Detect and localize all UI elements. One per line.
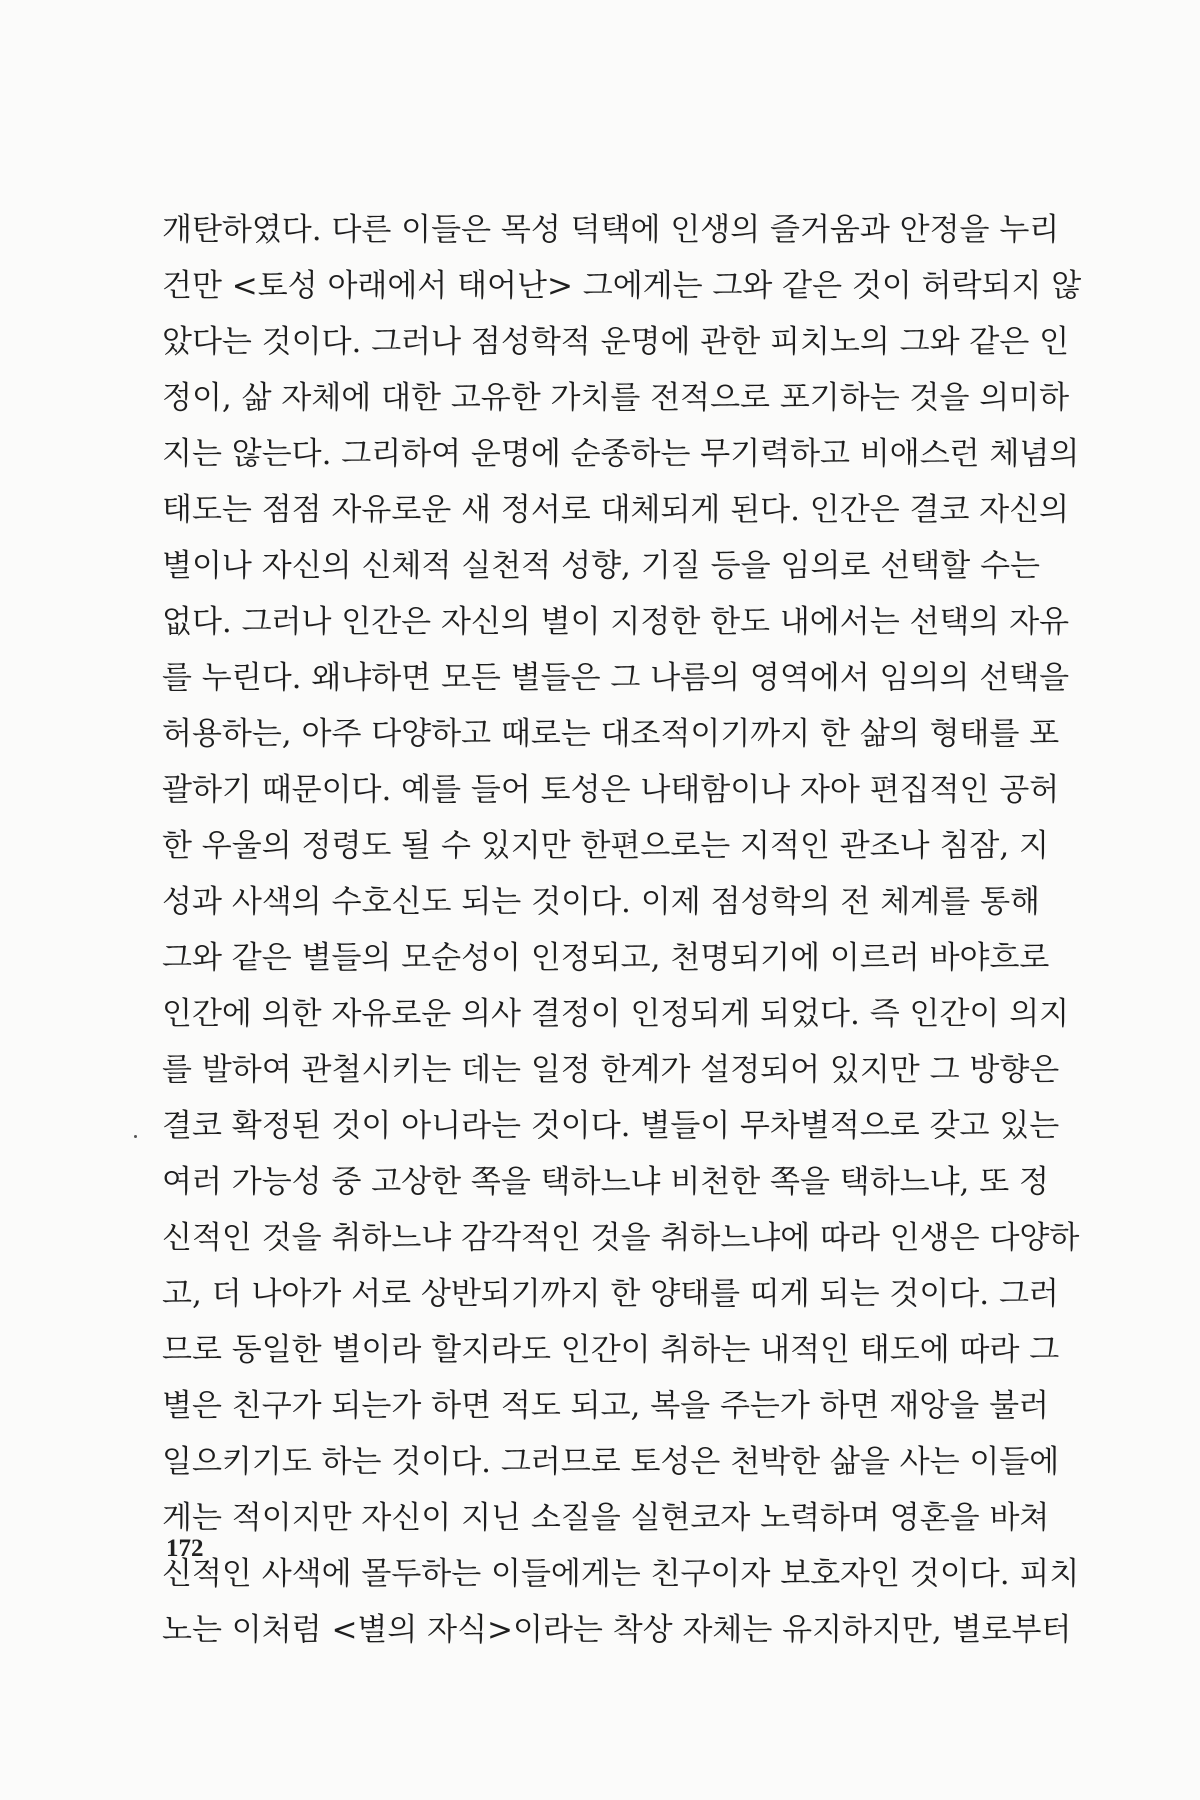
- text-line: 므로 동일한 별이라 할지라도 인간이 취하는 내적인 태도에 따라 그: [162, 1332, 1060, 1368]
- text-line: 정이, 삶 자체에 대한 고유한 가치를 전적으로 포기하는 것을 의미하: [162, 380, 1070, 416]
- page-number: 172: [166, 1535, 204, 1562]
- text-line: 를 발하여 관철시키는 데는 일정 한계가 설정되어 있지만 그 방향은: [162, 1052, 1060, 1088]
- text-line: 그와 같은 별들의 모순성이 인정되고, 천명되기에 이르러 바야흐로: [162, 940, 1050, 976]
- text-line: 괄하기 때문이다. 예를 들어 토성은 나태함이나 자아 편집적인 공허: [162, 772, 1060, 808]
- text-line: 신적인 사색에 몰두하는 이들에게는 친구이자 보호자인 것이다. 피치: [162, 1556, 1080, 1592]
- text-line: 여러 가능성 중 고상한 쪽을 택하느냐 비천한 쪽을 택하느냐, 또 정: [162, 1164, 1049, 1200]
- text-line: 를 누린다. 왜냐하면 모든 별들은 그 나름의 영역에서 임의의 선택을: [162, 660, 1070, 696]
- text-line: 게는 적이지만 자신이 지닌 소질을 실현코자 노력하며 영혼을 바쳐: [162, 1500, 1050, 1536]
- text-line: 인간에 의한 자유로운 의사 결정이 인정되게 되었다. 즉 인간이 의지: [162, 996, 1070, 1032]
- text-line: 태도는 점점 자유로운 새 정서로 대체되게 된다. 인간은 결코 자신의: [162, 492, 1070, 528]
- text-line: 았다는 것이다. 그러나 점성학적 운명에 관한 피치노의 그와 같은 인: [162, 324, 1070, 360]
- body-text: [162, 202, 1082, 1658]
- text-line: 별은 친구가 되는가 하면 적도 되고, 복을 주는가 하면 재앙을 불러: [162, 1388, 1049, 1424]
- text-line: 성과 사색의 수호신도 되는 것이다. 이제 점성학의 전 체계를 통해: [162, 884, 1040, 920]
- margin-dot: [134, 1135, 137, 1138]
- text-line: 신적인 것을 취하느냐 감각적인 것을 취하느냐에 따라 인생은 다양하: [162, 1220, 1080, 1256]
- text-line: 별이나 자신의 신체적 실천적 성향, 기질 등을 임의로 선택할 수는: [162, 548, 1040, 584]
- text-line: 지는 않는다. 그리하여 운명에 순종하는 무기력하고 비애스런 체념의: [162, 436, 1080, 472]
- text-line: 개탄하였다. 다른 이들은 목성 덕택에 인생의 즐거움과 안정을 누리: [162, 212, 1060, 248]
- text-line: 한 우울의 정령도 될 수 있지만 한편으로는 지적인 관조나 침잠, 지: [162, 828, 1049, 864]
- text-line: 결코 확정된 것이 아니라는 것이다. 별들이 무차별적으로 갖고 있는: [162, 1108, 1060, 1144]
- text-line: 고, 더 나아가 서로 상반되기까지 한 양태를 띠게 되는 것이다. 그러: [162, 1276, 1059, 1312]
- text-line: 일으키기도 하는 것이다. 그러므로 토성은 천박한 삶을 사는 이들에: [162, 1444, 1060, 1480]
- text-line: 노는 이처럼 <별의 자식>이라는 착상 자체는 유지하지만, 별로부터: [162, 1612, 1072, 1648]
- text-line: 허용하는, 아주 다양하고 때로는 대조적이기까지 한 삶의 형태를 포: [162, 716, 1060, 752]
- text-line: 없다. 그러나 인간은 자신의 별이 지정한 한도 내에서는 선택의 자유: [162, 604, 1070, 640]
- text-line: 건만 <토성 아래에서 태어난> 그에게는 그와 같은 것이 허락되지 않: [162, 268, 1082, 304]
